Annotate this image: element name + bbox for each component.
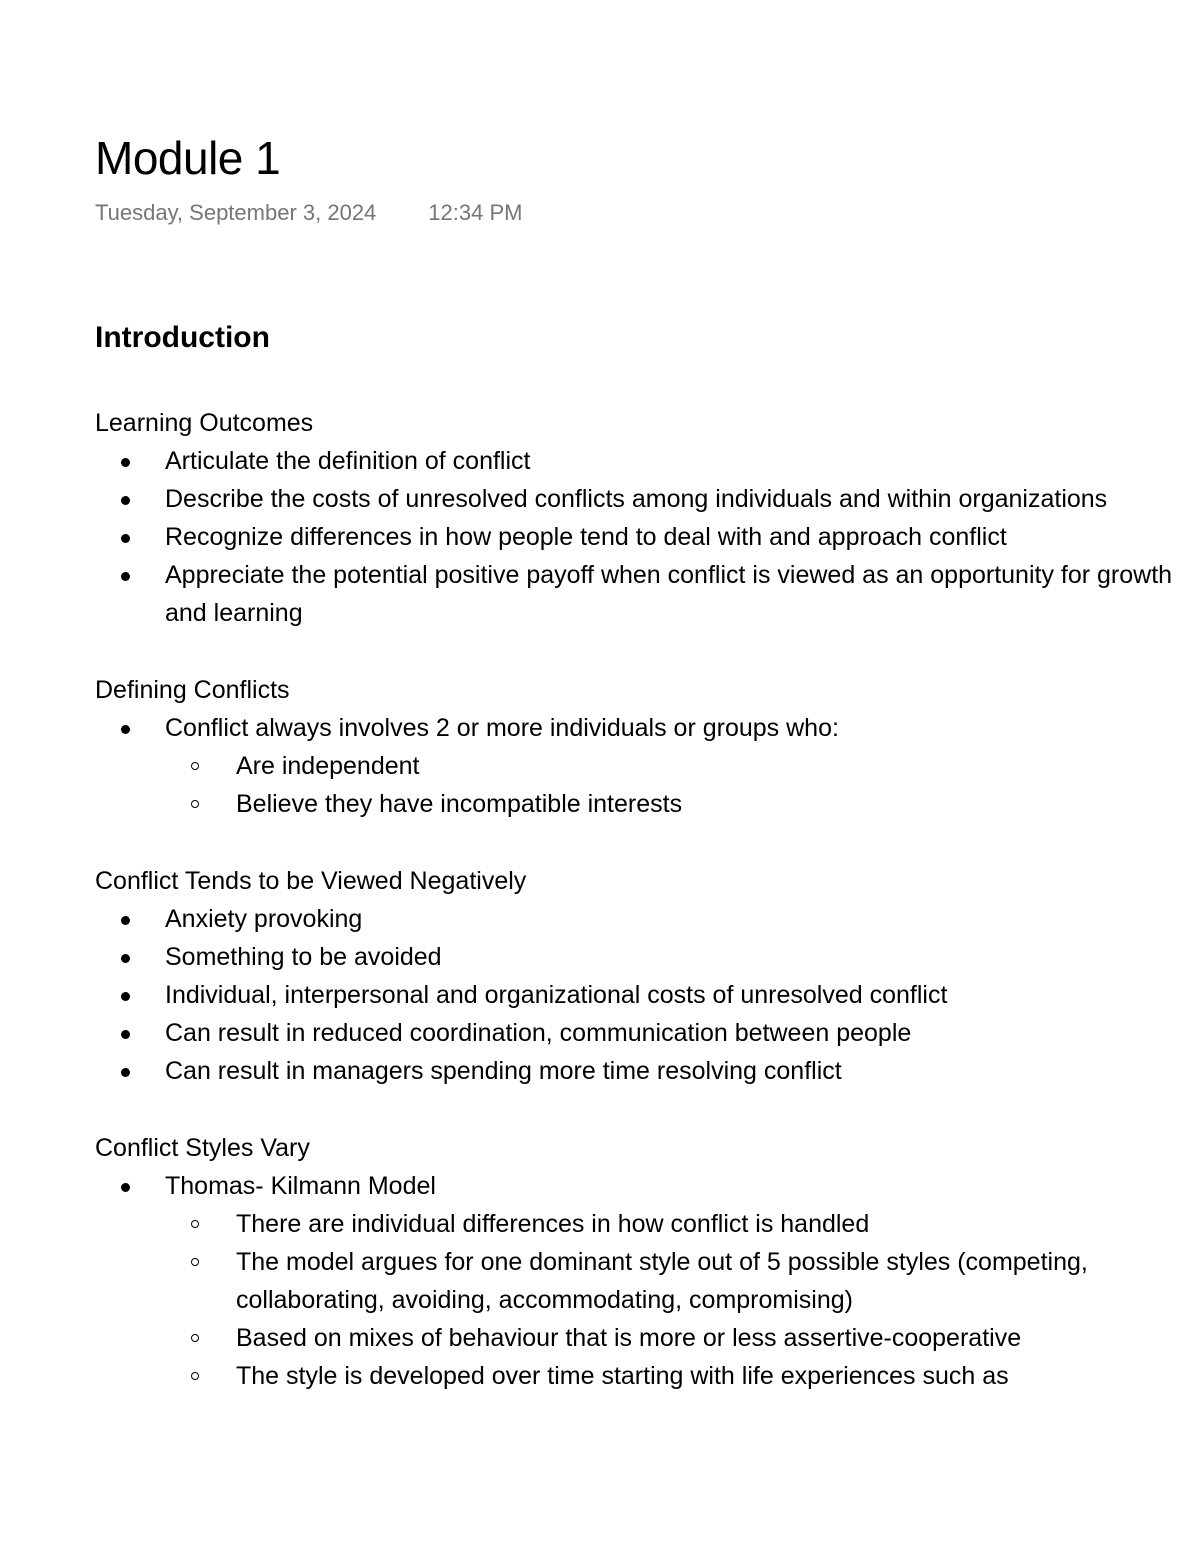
sub-list-item-text: Believe they have incompatible interests <box>236 790 683 818</box>
note-date: Tuesday, September 3, 2024 <box>95 200 377 225</box>
bullet-list <box>95 442 1175 632</box>
sub-list-item <box>165 1243 1175 1319</box>
sub-list-item-text: Based on mixes of behaviour that is more or less assertive-cooperative <box>236 1324 1022 1352</box>
bullet-icon <box>121 1068 130 1077</box>
sub-list-item <box>165 1205 1175 1243</box>
list-item <box>95 900 1175 938</box>
list-item-text: Appreciate the potential positive payoff when conflict is viewed as an opportunity for growth and learning <box>165 561 1173 627</box>
section-heading: Conflict Styles Vary <box>95 1134 310 1162</box>
hollow-bullet-icon <box>191 1334 199 1342</box>
note-time: 12:34 PM <box>428 200 523 225</box>
bullet-icon <box>121 496 130 505</box>
list-item-text: Articulate the definition of conflict <box>165 447 531 475</box>
hollow-bullet-icon <box>191 1372 199 1380</box>
list-item-text: Conflict always involves 2 or more individuals or groups who: <box>165 714 839 742</box>
hollow-bullet-icon <box>191 800 199 808</box>
bullet-icon <box>121 1183 130 1192</box>
bullet-icon <box>121 954 130 963</box>
sub-list-item <box>165 747 1175 785</box>
list-item-text: Can result in managers spending more time resolving conflict <box>165 1057 842 1085</box>
sub-list-item-text: The model argues for one dominant style out of 5 possible styles (competing, collaborating, avoiding, accommodating, compromising) <box>236 1248 1088 1314</box>
sub-bullet-list <box>165 1205 1175 1395</box>
section-viewed-negatively <box>95 862 1175 1090</box>
section-heading: Defining Conflicts <box>95 676 290 704</box>
list-item <box>95 480 1175 518</box>
bullet-list <box>95 1167 1175 1395</box>
list-item-text: Anxiety provoking <box>165 905 363 933</box>
list-item <box>95 938 1175 976</box>
list-item-text: Individual, interpersonal and organizational costs of unresolved conflict <box>165 981 948 1009</box>
sub-list-item-text: Are independent <box>236 752 420 780</box>
bullet-icon <box>121 534 130 543</box>
hollow-bullet-icon <box>191 1258 199 1266</box>
sub-list-item <box>165 1319 1175 1357</box>
list-item <box>95 1014 1175 1052</box>
list-item-text: Describe the costs of unresolved conflicts among individuals and within organizations <box>165 485 1108 513</box>
hollow-bullet-icon <box>191 1220 199 1228</box>
list-item <box>95 976 1175 1014</box>
bullet-icon <box>121 458 130 467</box>
section-defining-conflicts <box>95 671 1175 823</box>
list-item <box>95 518 1175 556</box>
section-heading: Conflict Tends to be Viewed Negatively <box>95 867 527 895</box>
bullet-list <box>95 900 1175 1090</box>
section-title: Introduction <box>95 321 270 354</box>
bullet-icon <box>121 1030 130 1039</box>
section-heading: Learning Outcomes <box>95 409 314 437</box>
list-item-text: Something to be avoided <box>165 943 442 971</box>
bullet-icon <box>121 916 130 925</box>
note-page <box>95 0 1175 1436</box>
bullet-icon <box>121 725 130 734</box>
list-item-text: Recognize differences in how people tend to deal with and approach conflict <box>165 523 1007 551</box>
list-item <box>95 1167 1175 1395</box>
list-item-text: Can result in reduced coordination, communication between people <box>165 1019 912 1047</box>
note-timestamp <box>95 198 522 228</box>
list-item <box>95 556 1175 632</box>
page-title: Module 1 <box>95 132 281 184</box>
bullet-list <box>95 709 1175 823</box>
sub-list-item-text: The style is developed over time starting with life experiences such as <box>236 1362 1009 1390</box>
list-item <box>95 1052 1175 1090</box>
section-conflict-styles <box>95 1129 1175 1395</box>
sub-list-item <box>165 785 1175 823</box>
list-item <box>95 442 1175 480</box>
list-item-text: Thomas- Kilmann Model <box>165 1172 436 1200</box>
bullet-icon <box>121 992 130 1001</box>
note-content <box>95 404 1175 1395</box>
list-item <box>95 709 1175 823</box>
hollow-bullet-icon <box>191 762 199 770</box>
section-learning-outcomes <box>95 404 1175 632</box>
sub-list-item-text: There are individual differences in how conflict is handled <box>236 1210 870 1238</box>
sub-bullet-list <box>165 747 1175 823</box>
bullet-icon <box>121 572 130 581</box>
sub-list-item <box>165 1357 1175 1395</box>
